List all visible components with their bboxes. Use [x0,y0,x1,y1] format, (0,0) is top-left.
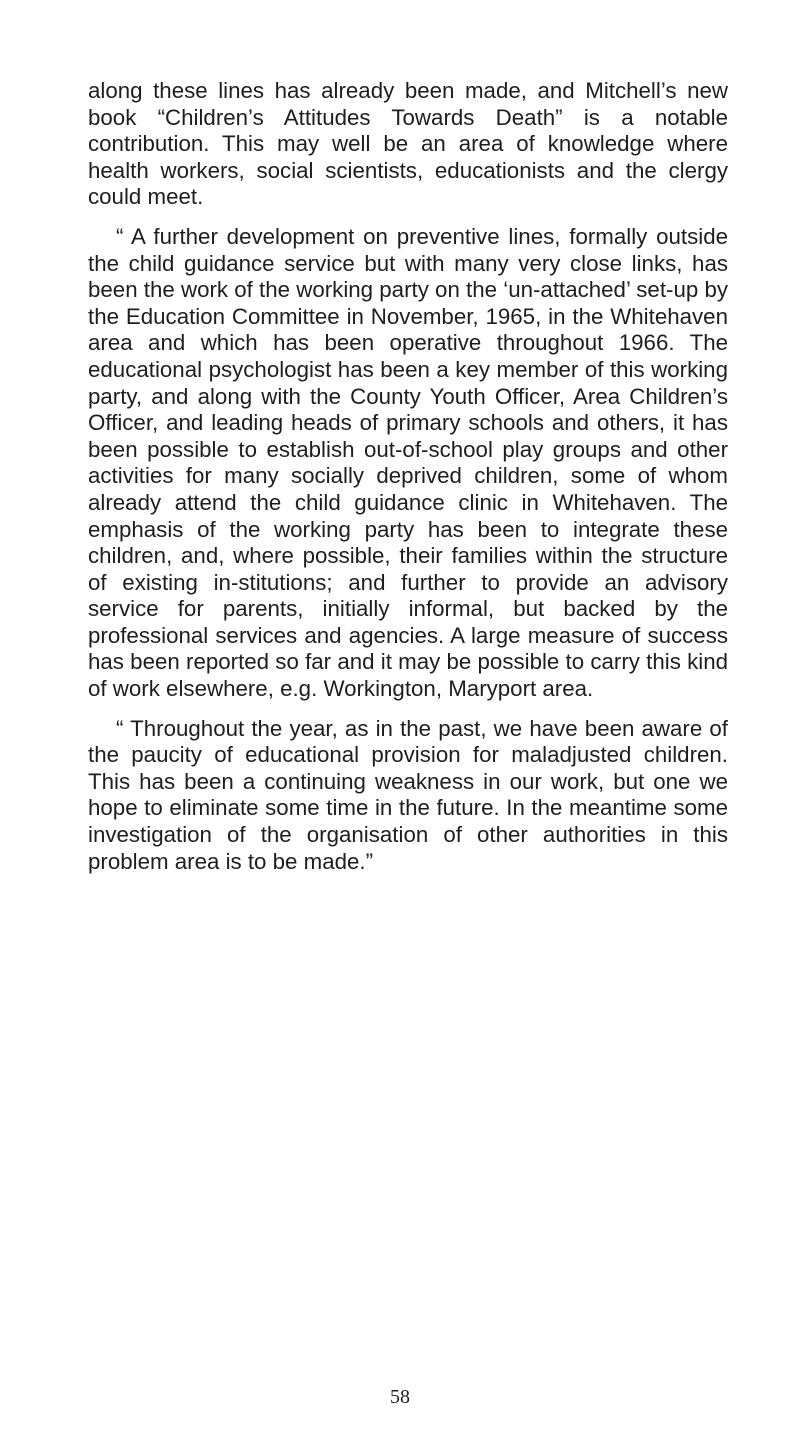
page-number: 58 [390,1386,410,1408]
paragraph-2: “ A further development on preventive lines, formally outside the child guidance service but with many very close links, has been the work of the working party on the ‘un-attached’ set-up by the Education Committee in November, 1965, in the Whitehaven area and which has been operative throughout 1966. The educational psychologist has been a key member of this working party, and along with the County Youth Officer, Area Children’s Officer, and leading heads of primary schools and others, it has been possible to establish out-of-school play groups and other activities for many socially deprived children, some of whom already attend the child guidance clinic in Whitehaven. The emphasis of the working party has been to integrate these children, and, where possible, their families within the structure of existing in-stitutions; and further to provide an advisory service for parents, initially informal, but backed by the professional services and agencies. A large measure of success has been reported so far and it may be possible to carry this kind of work elsewhere, e.g. Workington, Maryport area. [88,223,728,702]
paragraph-3: “ Throughout the year, as in the past, we have been aware of the paucity of educational provision for maladjusted children. This has been a continuing weakness in our work, but one we hope to eliminate some time in the future. In the meantime some investigation of the organisation of other authorities in this problem area is to be made.” [88,715,728,874]
document-page [88,78,728,888]
paragraph-1: along these lines has already been made, and Mitchell’s new book “Children’s Attitudes Towards Death” is a notable contribution. This may well be an area of knowledge where health workers, social scientists, educationists and the clergy could meet. [88,78,728,210]
